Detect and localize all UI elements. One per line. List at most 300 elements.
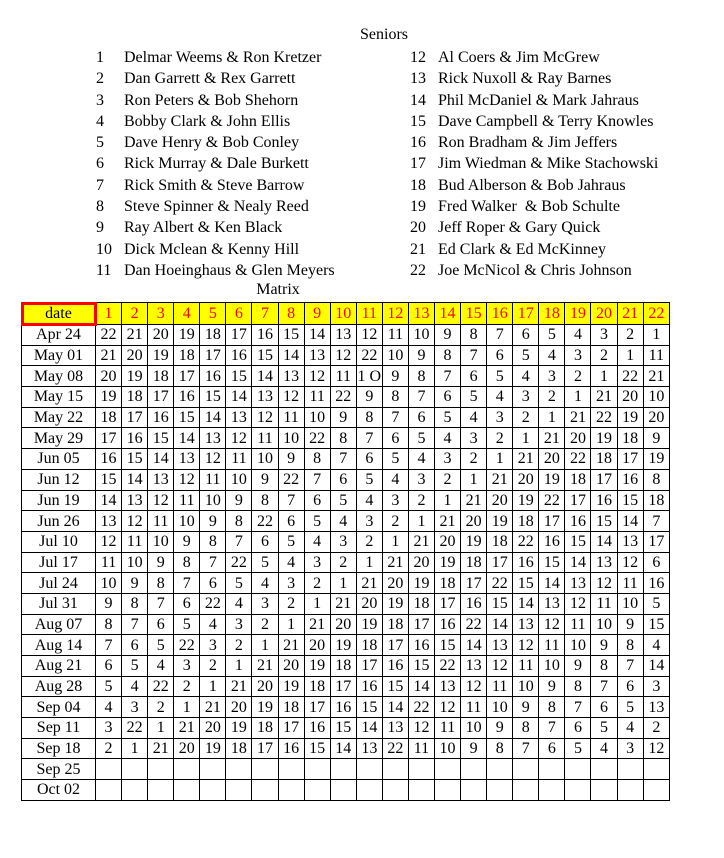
matrix-cell: 5 xyxy=(96,676,122,697)
matrix-cell: 13 xyxy=(382,718,408,739)
matrix-cell: 12 xyxy=(96,531,122,552)
matrix-cell: 14 xyxy=(278,345,304,366)
matrix-cell: 15 xyxy=(382,676,408,697)
matrix-cell xyxy=(591,780,617,801)
matrix-cell: 7 xyxy=(330,449,356,470)
matrix-cell: 3 xyxy=(435,449,461,470)
matrix-cell xyxy=(435,759,461,780)
matrix-cell: 9 xyxy=(252,469,278,490)
matrix-cell: 20 xyxy=(565,428,591,449)
matrix-cell: 14 xyxy=(356,718,382,739)
matrix-cell: 20 xyxy=(200,718,226,739)
matrix-cell: 22 xyxy=(226,552,252,573)
matrix-cell: 20 xyxy=(252,676,278,697)
matrix-cell: 3 xyxy=(382,490,408,511)
table-row xyxy=(22,780,670,801)
matrix-cell: 4 xyxy=(461,407,487,428)
matrix-cell: 12 xyxy=(487,656,513,677)
table-row xyxy=(22,449,670,470)
matrix-cell: 1 xyxy=(591,366,617,387)
matrix-cell: 1 xyxy=(643,325,669,346)
matrix-cell: 17 xyxy=(278,718,304,739)
table-row xyxy=(22,759,670,780)
matrix-cell: 3 xyxy=(461,428,487,449)
matrix-cell: 11 xyxy=(148,511,174,532)
matrix-cell: 21 xyxy=(200,697,226,718)
matrix-cell: 1 O xyxy=(357,367,382,385)
matrix-cell: 2 xyxy=(382,511,408,532)
matrix-cell: 9 xyxy=(487,718,513,739)
matrix-cell: 11 xyxy=(487,676,513,697)
matrix-cell: 10 xyxy=(565,635,591,656)
matrix-cell: 20 xyxy=(278,656,304,677)
team-column-header: 11 xyxy=(356,303,382,325)
matrix-cell: 3 xyxy=(252,593,278,614)
matrix-cell: 4 xyxy=(148,656,174,677)
matrix-cell: 11 xyxy=(122,531,148,552)
matrix-cell: 4 xyxy=(356,490,382,511)
matrix-cell: 21 xyxy=(330,593,356,614)
team-number: 9 xyxy=(96,219,104,237)
matrix-cell: 10 xyxy=(591,614,617,635)
matrix-cell: 5 xyxy=(382,449,408,470)
matrix-cell: 4 xyxy=(200,614,226,635)
matrix-cell: 21 xyxy=(304,614,330,635)
matrix-cell: 19 xyxy=(278,676,304,697)
matrix-cell: 14 xyxy=(226,387,252,408)
matrix-cell: 5 xyxy=(330,490,356,511)
matrix-cell: 15 xyxy=(617,490,643,511)
team-row xyxy=(410,153,658,174)
matrix-cell: 14 xyxy=(148,449,174,470)
table-row xyxy=(22,738,670,759)
date-cell: Jun 12 xyxy=(22,469,96,490)
matrix-cell: 14 xyxy=(200,407,226,428)
matrix-cell: 6 xyxy=(408,407,434,428)
matrix-cell: 16 xyxy=(304,718,330,739)
matrix-cell xyxy=(643,780,669,801)
matrix-cell xyxy=(330,759,356,780)
matrix-cell: 11 xyxy=(461,697,487,718)
matrix-cell: 9 xyxy=(356,387,382,408)
matrix-cell: 10 xyxy=(200,490,226,511)
matrix-cell: 4 xyxy=(304,531,330,552)
schedule-matrix xyxy=(21,302,670,801)
matrix-cell: 18 xyxy=(461,552,487,573)
matrix-cell: 1 xyxy=(278,614,304,635)
matrix-cell: 12 xyxy=(408,718,434,739)
matrix-cell: 4 xyxy=(617,718,643,739)
matrix-cell: 17 xyxy=(304,697,330,718)
matrix-cell xyxy=(408,780,434,801)
matrix-cell: 15 xyxy=(304,738,330,759)
matrix-cell: 22 xyxy=(174,635,200,656)
matrix-cell: 13 xyxy=(513,614,539,635)
matrix-cell: 19 xyxy=(304,656,330,677)
matrix-cell: 14 xyxy=(617,511,643,532)
matrix-cell: 22 xyxy=(200,593,226,614)
date-cell: Aug 07 xyxy=(22,614,96,635)
matrix-cell: 14 xyxy=(461,635,487,656)
matrix-cell: 19 xyxy=(174,325,200,346)
matrix-cell: 12 xyxy=(200,449,226,470)
matrix-cell: 18 xyxy=(174,345,200,366)
matrix-cell: 14 xyxy=(643,656,669,677)
matrix-cell: 3 xyxy=(565,345,591,366)
matrix-cell: 2 xyxy=(356,531,382,552)
matrix-cell: 12 xyxy=(122,511,148,532)
date-cell: Oct 02 xyxy=(22,780,96,801)
matrix-cell: 2 xyxy=(539,387,565,408)
matrix-cell: 15 xyxy=(513,573,539,594)
matrix-cell: 21 xyxy=(356,573,382,594)
matrix-cell: 21 xyxy=(278,635,304,656)
matrix-cell: 4 xyxy=(435,428,461,449)
table-row xyxy=(22,469,670,490)
matrix-cell: 20 xyxy=(643,407,669,428)
team-number: 7 xyxy=(96,176,104,194)
team-column-header: 4 xyxy=(174,303,200,325)
matrix-cell: 1 xyxy=(487,449,513,470)
matrix-cell: 7 xyxy=(539,718,565,739)
matrix-cell: 22 xyxy=(148,676,174,697)
team-list-right xyxy=(410,47,658,281)
matrix-cell: 17 xyxy=(148,387,174,408)
team-names: Rick Murray & Dale Burkett xyxy=(124,155,309,173)
matrix-cell: 9 xyxy=(591,635,617,656)
matrix-cell: 4 xyxy=(513,366,539,387)
team-row xyxy=(96,90,335,111)
matrix-cell: 16 xyxy=(148,407,174,428)
date-cell: May 29 xyxy=(22,428,96,449)
team-column-header: 2 xyxy=(122,303,148,325)
date-cell: Sep 18 xyxy=(22,738,96,759)
team-number: 19 xyxy=(410,198,426,216)
team-row xyxy=(410,239,658,260)
matrix-cell: 11 xyxy=(617,573,643,594)
matrix-cell: 18 xyxy=(96,407,122,428)
matrix-cell: 6 xyxy=(330,469,356,490)
matrix-cell xyxy=(382,780,408,801)
matrix-cell: 21 xyxy=(408,531,434,552)
team-row xyxy=(96,217,335,238)
matrix-cell: 8 xyxy=(252,490,278,511)
matrix-cell: 11 xyxy=(278,407,304,428)
matrix-cell: 2 xyxy=(200,656,226,677)
matrix-cell xyxy=(435,780,461,801)
matrix-cell: 18 xyxy=(122,387,148,408)
matrix-cell: 17 xyxy=(330,676,356,697)
matrix-cell: 8 xyxy=(304,449,330,470)
team-column-header: 8 xyxy=(278,303,304,325)
matrix-cell: 10 xyxy=(122,552,148,573)
matrix-cell: 9 xyxy=(96,593,122,614)
matrix-cell: 10 xyxy=(539,656,565,677)
table-row xyxy=(22,387,670,408)
matrix-cell: 1 xyxy=(226,656,252,677)
matrix-cell: 14 xyxy=(539,573,565,594)
team-names: Ron Bradham & Jim Jeffers xyxy=(438,134,618,152)
matrix-cell xyxy=(356,759,382,780)
matrix-cell: 22 xyxy=(591,407,617,428)
matrix-cell: 9 xyxy=(539,676,565,697)
team-number: 5 xyxy=(96,134,104,152)
matrix-cell: 8 xyxy=(122,593,148,614)
matrix-cell: 16 xyxy=(122,428,148,449)
matrix-cell xyxy=(304,759,330,780)
matrix-cell: 4 xyxy=(539,345,565,366)
matrix-cell: 8 xyxy=(487,738,513,759)
date-cell: May 15 xyxy=(22,387,96,408)
matrix-cell: 3 xyxy=(122,697,148,718)
matrix-cell: 6 xyxy=(513,325,539,346)
matrix-cell: 5 xyxy=(643,593,669,614)
matrix-cell: 1 xyxy=(435,490,461,511)
matrix-cell: 14 xyxy=(408,676,434,697)
team-row xyxy=(410,68,658,89)
matrix-cell: 15 xyxy=(96,469,122,490)
matrix-cell: 7 xyxy=(226,531,252,552)
matrix-cell: 17 xyxy=(96,428,122,449)
matrix-cell: 12 xyxy=(278,387,304,408)
matrix-cell: 11 xyxy=(435,718,461,739)
matrix-cell: 19 xyxy=(435,552,461,573)
matrix-cell: 22 xyxy=(487,573,513,594)
matrix-cell: 7 xyxy=(356,428,382,449)
team-names: Joe McNicol & Chris Johnson xyxy=(438,261,632,279)
matrix-cell: 20 xyxy=(382,573,408,594)
matrix-cell xyxy=(565,780,591,801)
matrix-cell: 15 xyxy=(200,387,226,408)
matrix-cell: 9 xyxy=(617,614,643,635)
team-column-header: 22 xyxy=(643,303,669,325)
matrix-cell: 14 xyxy=(382,697,408,718)
matrix-cell: 5 xyxy=(278,531,304,552)
matrix-cell: 18 xyxy=(487,531,513,552)
matrix-cell: 5 xyxy=(408,428,434,449)
matrix-cell: 17 xyxy=(539,511,565,532)
matrix-cell: 10 xyxy=(487,697,513,718)
date-cell: May 01 xyxy=(22,345,96,366)
matrix-cell: 18 xyxy=(278,697,304,718)
matrix-cell xyxy=(200,759,226,780)
team-row xyxy=(96,111,335,132)
matrix-cell: 13 xyxy=(643,697,669,718)
matrix-cell: 6 xyxy=(487,345,513,366)
matrix-cell: 1 xyxy=(617,345,643,366)
matrix-cell: 18 xyxy=(565,469,591,490)
matrix-cell: 13 xyxy=(487,635,513,656)
matrix-cell xyxy=(122,759,148,780)
matrix-cell: 18 xyxy=(330,656,356,677)
matrix-cell: 8 xyxy=(200,531,226,552)
matrix-cell: 2 xyxy=(513,407,539,428)
matrix-cell: 17 xyxy=(565,490,591,511)
matrix-cell: 14 xyxy=(487,614,513,635)
matrix-cell: 5 xyxy=(617,697,643,718)
matrix-cell: 17 xyxy=(356,656,382,677)
team-row xyxy=(410,90,658,111)
team-names: Dan Hoeinghaus & Glen Meyers xyxy=(124,261,335,279)
matrix-cell: 9 xyxy=(461,738,487,759)
matrix-cell: 4 xyxy=(565,325,591,346)
matrix-cell: 3 xyxy=(304,552,330,573)
table-row xyxy=(22,573,670,594)
matrix-cell: 17 xyxy=(617,449,643,470)
matrix-cell: 17 xyxy=(591,469,617,490)
matrix-cell: 6 xyxy=(643,552,669,573)
matrix-cell: 20 xyxy=(330,614,356,635)
team-number: 3 xyxy=(96,91,104,109)
matrix-cell: 19 xyxy=(252,697,278,718)
matrix-cell xyxy=(617,759,643,780)
matrix-cell: 10 xyxy=(278,428,304,449)
matrix-cell: 2 xyxy=(408,490,434,511)
table-row xyxy=(22,325,670,346)
matrix-cell: 13 xyxy=(174,449,200,470)
matrix-cell: 13 xyxy=(304,345,330,366)
matrix-cell xyxy=(513,759,539,780)
date-cell: Aug 28 xyxy=(22,676,96,697)
matrix-cell: 5 xyxy=(539,325,565,346)
matrix-cell: 15 xyxy=(408,656,434,677)
matrix-cell xyxy=(252,780,278,801)
matrix-cell: 6 xyxy=(461,366,487,387)
matrix-cell: 19 xyxy=(617,407,643,428)
matrix-cell: 8 xyxy=(408,366,434,387)
matrix-cell: 16 xyxy=(252,325,278,346)
matrix-cell: 6 xyxy=(617,676,643,697)
matrix-cell: 11 xyxy=(96,552,122,573)
matrix-cell: 21 xyxy=(539,428,565,449)
matrix-cell: 20 xyxy=(461,511,487,532)
matrix-cell: 8 xyxy=(174,552,200,573)
date-cell: Jun 19 xyxy=(22,490,96,511)
matrix-cell: 2 xyxy=(304,573,330,594)
matrix-cell: 20 xyxy=(539,449,565,470)
matrix-cell: 21 xyxy=(435,511,461,532)
matrix-cell: 8 xyxy=(591,656,617,677)
matrix-cell: 2 xyxy=(226,635,252,656)
matrix-cell: 14 xyxy=(513,593,539,614)
team-column-header: 6 xyxy=(226,303,252,325)
matrix-cell: 9 xyxy=(513,697,539,718)
matrix-cell: 10 xyxy=(304,407,330,428)
matrix-cell: 21 xyxy=(513,449,539,470)
team-names: Delmar Weems & Ron Kretzer xyxy=(124,49,322,66)
matrix-cell: 12 xyxy=(226,428,252,449)
matrix-cell: 1 xyxy=(382,531,408,552)
matrix-cell: 4 xyxy=(122,676,148,697)
team-column-header: 13 xyxy=(408,303,434,325)
matrix-cell: 2 xyxy=(148,697,174,718)
matrix-cell: 1 xyxy=(356,552,382,573)
matrix-cell: 21 xyxy=(122,325,148,346)
matrix-cell: 22 xyxy=(513,531,539,552)
matrix-cell: 10 xyxy=(435,738,461,759)
matrix-cell: 3 xyxy=(356,511,382,532)
matrix-cell: 19 xyxy=(461,531,487,552)
date-cell: Aug 21 xyxy=(22,656,96,677)
matrix-cell: 13 xyxy=(148,469,174,490)
matrix-cell: 19 xyxy=(200,738,226,759)
matrix-cell: 16 xyxy=(539,531,565,552)
matrix-cell xyxy=(565,759,591,780)
matrix-cell: 15 xyxy=(148,428,174,449)
team-column-header: 14 xyxy=(435,303,461,325)
matrix-cell xyxy=(617,780,643,801)
matrix-cell: 4 xyxy=(96,697,122,718)
date-cell: Jul 10 xyxy=(22,531,96,552)
date-cell: May 08 xyxy=(22,366,96,387)
matrix-cell: 17 xyxy=(461,573,487,594)
table-row xyxy=(22,676,670,697)
matrix-cell: 11 xyxy=(643,345,669,366)
team-row xyxy=(96,132,335,153)
matrix-cell: 7 xyxy=(408,387,434,408)
matrix-cell: 13 xyxy=(591,552,617,573)
matrix-cell: 7 xyxy=(565,697,591,718)
matrix-cell xyxy=(122,780,148,801)
matrix-cell xyxy=(96,780,122,801)
team-number: 21 xyxy=(410,240,426,258)
matrix-cell: 4 xyxy=(408,449,434,470)
matrix-cell: 22 xyxy=(252,511,278,532)
matrix-cell: 22 xyxy=(565,449,591,470)
matrix-cell: 20 xyxy=(617,387,643,408)
team-names: Fred Walker & Bob Schulte xyxy=(438,198,620,216)
date-cell: Sep 11 xyxy=(22,718,96,739)
matrix-cell: 2 xyxy=(643,718,669,739)
table-row xyxy=(22,366,670,387)
team-names: Bud Alberson & Bob Jahraus xyxy=(438,176,626,194)
matrix-cell: 4 xyxy=(591,738,617,759)
team-names: Dan Garrett & Rex Garrett xyxy=(124,70,296,88)
matrix-cell: 14 xyxy=(330,738,356,759)
matrix-cell: 10 xyxy=(461,718,487,739)
matrix-cell: 14 xyxy=(565,552,591,573)
matrix-cell: 18 xyxy=(643,490,669,511)
matrix-cell: 17 xyxy=(487,552,513,573)
matrix-cell: 7 xyxy=(643,511,669,532)
table-row xyxy=(22,531,670,552)
matrix-cell: 21 xyxy=(96,345,122,366)
matrix-cell: 11 xyxy=(174,490,200,511)
matrix-cell: 19 xyxy=(591,428,617,449)
matrix-cell: 2 xyxy=(174,676,200,697)
matrix-cell: 16 xyxy=(565,511,591,532)
date-cell: May 22 xyxy=(22,407,96,428)
matrix-cell: 21 xyxy=(565,407,591,428)
matrix-cell: 8 xyxy=(643,469,669,490)
matrix-cell: 19 xyxy=(539,469,565,490)
matrix-cell: 16 xyxy=(330,697,356,718)
matrix-cell: 8 xyxy=(148,573,174,594)
matrix-cell: 17 xyxy=(122,407,148,428)
team-names: Al Coers & Jim McGrew xyxy=(438,49,600,66)
matrix-cell: 12 xyxy=(252,407,278,428)
matrix-cell: 5 xyxy=(226,573,252,594)
matrix-cell: 11 xyxy=(330,366,356,387)
matrix-cell: 17 xyxy=(435,593,461,614)
matrix-cell: 18 xyxy=(200,325,226,346)
matrix-cell: 7 xyxy=(96,635,122,656)
matrix-cell: 14 xyxy=(174,428,200,449)
matrix-cell: 16 xyxy=(96,449,122,470)
matrix-cell: 3 xyxy=(226,614,252,635)
matrix-cell: 17 xyxy=(174,366,200,387)
matrix-cell: 6 xyxy=(122,635,148,656)
